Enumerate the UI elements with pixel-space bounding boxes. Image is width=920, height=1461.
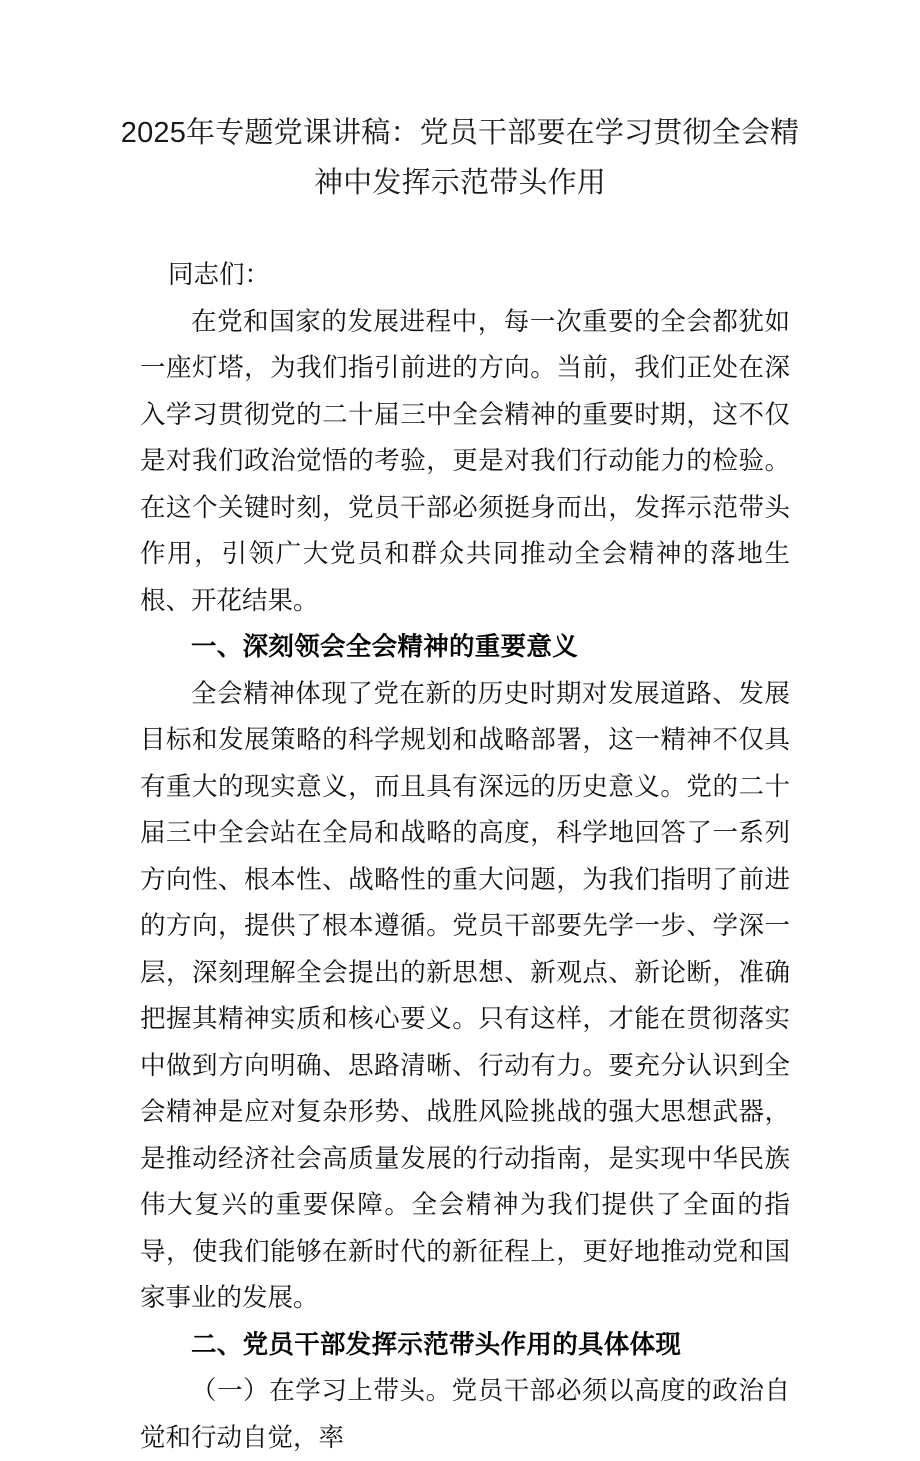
- document-title-line-2: 神中发挥示范带头作用: [313, 167, 606, 199]
- paragraph-section-2-item-1: （一）在学习上带头。党员干部必须以高度的政治自觉和行动自觉，率: [140, 1376, 790, 1452]
- salutation: 同志们：: [168, 260, 271, 289]
- document-body: [140, 252, 790, 1461]
- paragraph-section-1-body: 全会精神体现了党在新的历史时期对发展道路、发展目标和发展策略的科学规划和战略部署，这一精神不仅具有重大的现实意义，而且具有深远的历史意义。党的二十届三中全会站在全局和战略的高度，科学地回答了一系列方向性、根本性、战略性的重大问题，为我们指明了前进的方向，提供了根本遵循。党员干部要先学一步、学深一层，深刻理解全会提出的新思想、新观点、新论断，准确把握其精神实质和核心要义。只有这样，才能在贯彻落实中做到方向明确、思路清晰、行动有力。要充分认识到全会精神是应对复杂形势、战胜风险挑战的强大思想武器，是推动经济社会高质量发展的行动指南，是实现中华民族伟大复兴的重要保障。全会精神为我们提供了全面的指导，使我们能够在新时代的新征程上，更好地推动党和国家事业的发展。: [140, 678, 790, 1312]
- document-title: [120, 108, 800, 208]
- paragraph-intro: 在党和国家的发展进程中，每一次重要的全会都犹如一座灯塔，为我们指引前进的方向。当前，我们正处在深入学习贯彻党的二十届三中全会精神的重要时期，这不仅是对我们政治觉悟的考验，更是对我们行动能力的检验。在这个关键时刻，党员干部必须挺身而出，发挥示范带头作用，引领广大党员和群众共同推动全会精神的落地生根、开花结果。: [140, 306, 790, 615]
- section-heading-2: 二、党员干部发挥示范带头作用的具体体现: [191, 1329, 682, 1359]
- section-heading-1: 一、深刻领会全会精神的重要意义: [191, 632, 579, 661]
- document-title-line-1: 2025年专题党课讲稿：党员干部要在学习贯彻全会精: [120, 117, 800, 149]
